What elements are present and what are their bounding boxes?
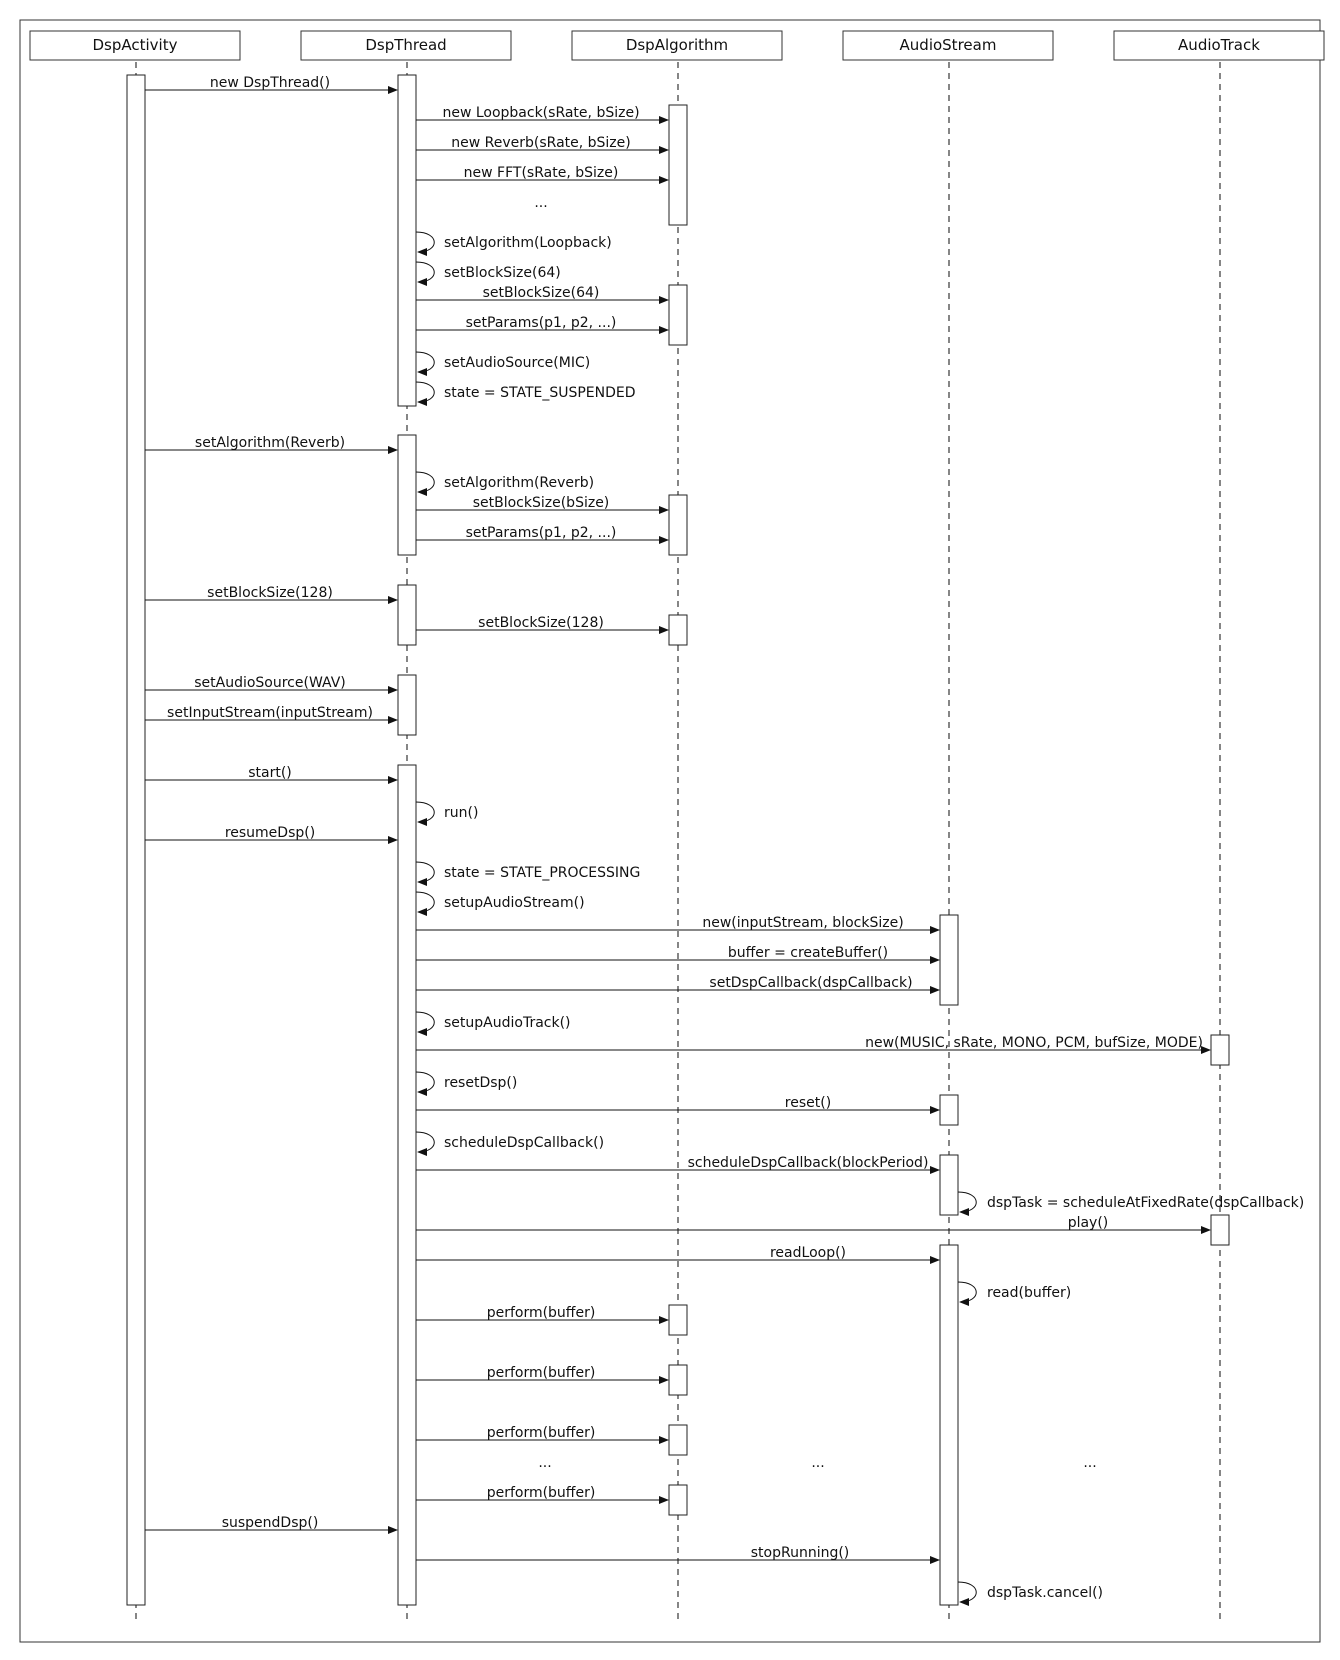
message-label: dspTask.cancel() [987, 1585, 1104, 1601]
message-label: state = STATE_PROCESSING [444, 865, 641, 881]
message-label: new FFT(sRate, bSize) [463, 165, 619, 181]
activation-bar [398, 765, 416, 1605]
activation-bar [940, 1155, 958, 1215]
activation-bar [669, 1305, 687, 1335]
self-message-arrow [416, 262, 434, 282]
activation-bar [669, 495, 687, 555]
participant-label: DspActivity [92, 36, 178, 54]
message-label: setBlockSize(128) [478, 615, 604, 631]
activation-bar [669, 1425, 687, 1455]
activation-bar [669, 615, 687, 645]
activation-bar [940, 1245, 958, 1605]
self-message-arrow [416, 802, 434, 822]
activation-bar [398, 435, 416, 555]
activation-bar [398, 675, 416, 735]
activation-bar [940, 1095, 958, 1125]
message-label: dspTask = scheduleAtFixedRate(dspCallback) [987, 1195, 1305, 1211]
message-label: perform(buffer) [486, 1305, 596, 1321]
message-label: setBlockSize(128) [207, 585, 333, 601]
participant-header-audiotrack [1114, 31, 1324, 60]
self-message-arrow [958, 1582, 976, 1602]
message-label: new Reverb(sRate, bSize) [451, 135, 631, 151]
self-message-arrow [416, 472, 434, 492]
participant-label: DspThread [365, 36, 447, 54]
activation-bar [669, 285, 687, 345]
message-label: readLoop() [769, 1245, 847, 1261]
message-label: reset() [784, 1095, 832, 1111]
activation-bar [1211, 1035, 1229, 1065]
message-label: setParams(p1, p2, ...) [465, 315, 617, 331]
self-message-arrow [416, 1072, 434, 1092]
message-label: setParams(p1, p2, ...) [465, 525, 617, 541]
activation-bar [1211, 1215, 1229, 1245]
message-label: setInputStream(inputStream) [167, 705, 373, 721]
self-message-arrow [416, 892, 434, 912]
message-label: ... [1083, 1455, 1097, 1471]
message-label: setBlockSize(64) [482, 285, 600, 301]
participant-label: AudioStream [899, 36, 997, 54]
message-label: state = STATE_SUSPENDED [444, 385, 636, 401]
message-label: perform(buffer) [486, 1425, 596, 1441]
message-label: buffer = createBuffer() [727, 945, 889, 961]
message-label: resetDsp() [444, 1075, 518, 1091]
message-label: new DspThread() [209, 75, 331, 91]
self-message-arrow [416, 1012, 434, 1032]
activation-bar [398, 75, 416, 406]
message-label: setDspCallback(dspCallback) [709, 975, 913, 991]
message-label: ... [534, 195, 548, 211]
message-label: setBlockSize(bSize) [472, 495, 610, 511]
message-label: suspendDsp() [221, 1515, 319, 1531]
message-label: new Loopback(sRate, bSize) [442, 105, 640, 121]
message-label: run() [444, 805, 479, 821]
message-label: perform(buffer) [486, 1365, 596, 1381]
self-message-arrow [416, 232, 434, 252]
activation-bar [940, 915, 958, 1005]
message-label: new(MUSIC, sRate, MONO, PCM, bufSize, MODE) [865, 1035, 1203, 1051]
self-message-arrow [416, 1132, 434, 1152]
message-label: scheduleDspCallback() [444, 1135, 605, 1151]
activation-bar [398, 585, 416, 645]
message-label: ... [538, 1455, 552, 1471]
message-label: play() [1067, 1215, 1109, 1231]
message-label: setAlgorithm(Loopback) [444, 235, 612, 251]
message-label: start() [248, 765, 292, 781]
activation-bar [669, 1485, 687, 1515]
self-message-arrow [416, 382, 434, 402]
message-label: setAudioSource(WAV) [194, 675, 346, 691]
message-label: stopRunning() [750, 1545, 850, 1561]
message-labels [167, 75, 1304, 1601]
message-label: setAlgorithm(Reverb) [194, 435, 346, 451]
message-label: setupAudioStream() [444, 895, 585, 911]
self-message-arrow [958, 1192, 976, 1212]
message-label: resumeDsp() [224, 825, 316, 841]
message-label: new(inputStream, blockSize) [702, 915, 904, 931]
message-label: read(buffer) [987, 1285, 1072, 1301]
participant-label: AudioTrack [1178, 36, 1260, 54]
participant-header-dspalgorithm [572, 31, 782, 60]
participant-header-dspactivity [30, 31, 240, 60]
participant-header-audiostream [843, 31, 1053, 60]
message-label: perform(buffer) [486, 1485, 596, 1501]
message-label: scheduleDspCallback(blockPeriod) [687, 1155, 929, 1171]
activation-bar [669, 105, 687, 225]
message-label: setAudioSource(MIC) [444, 355, 591, 371]
self-message-arrow [958, 1282, 976, 1302]
participant-label: DspAlgorithm [625, 36, 729, 54]
message-label: setupAudioTrack() [444, 1015, 571, 1031]
activation-bar [669, 1365, 687, 1395]
message-label: ... [811, 1455, 825, 1471]
participant-header-dspthread [301, 31, 511, 60]
self-message-arrow [416, 862, 434, 882]
activation-bar [127, 75, 145, 1605]
message-label: setBlockSize(64) [444, 265, 561, 281]
diagram-frame [20, 20, 1320, 1642]
message-label: setAlgorithm(Reverb) [444, 475, 595, 491]
self-message-arrow [416, 352, 434, 372]
